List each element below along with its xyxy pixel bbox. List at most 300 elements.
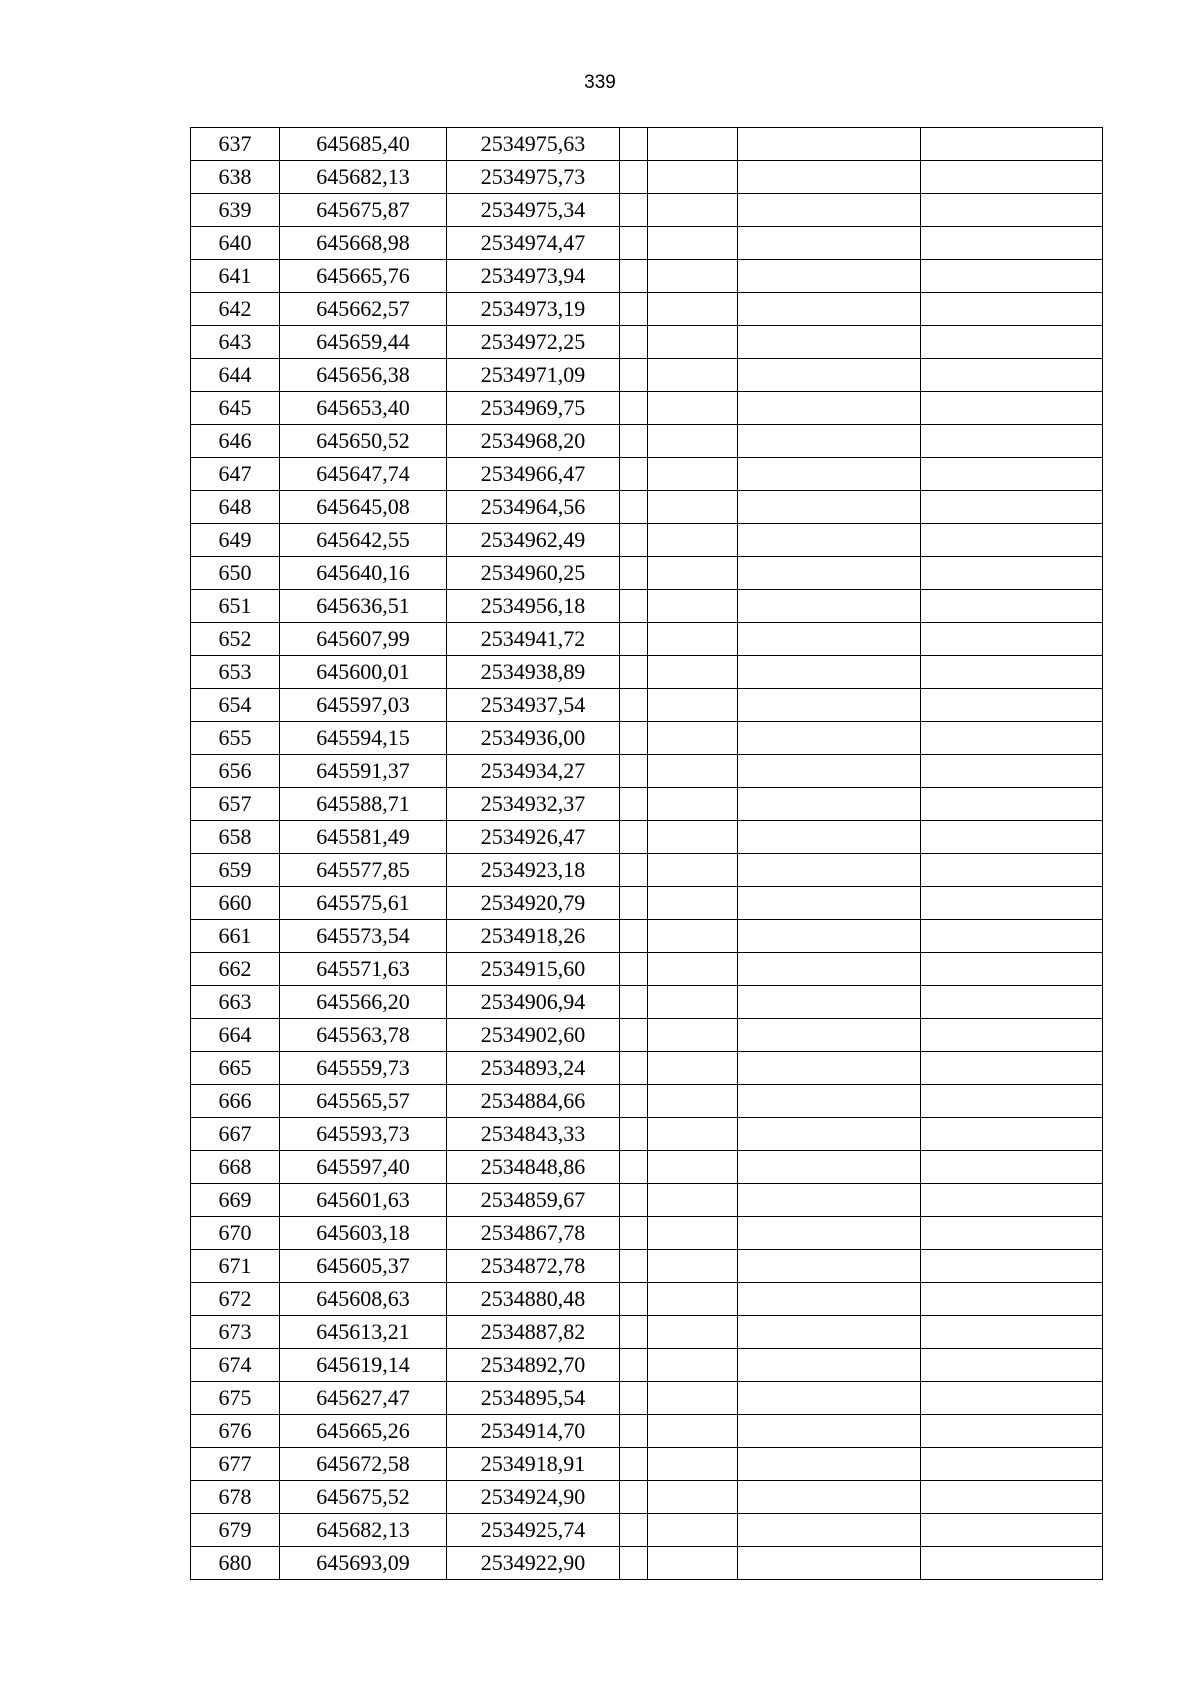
empty-cell [738,656,921,689]
x-coordinate-cell: 645601,63 [280,1184,447,1217]
empty-cell [738,293,921,326]
table-row [191,920,1103,953]
empty-cell [620,1316,648,1349]
point-number-cell: 646 [191,425,280,458]
point-number-cell: 649 [191,524,280,557]
empty-cell [620,1415,648,1448]
table-row [191,260,1103,293]
empty-cell [620,128,648,161]
empty-cell [648,557,738,590]
empty-cell [921,194,1103,227]
empty-cell [648,1151,738,1184]
point-number-cell: 650 [191,557,280,590]
empty-cell [921,1415,1103,1448]
point-number-cell: 670 [191,1217,280,1250]
y-coordinate-cell: 2534918,26 [447,920,620,953]
point-number-cell: 668 [191,1151,280,1184]
y-coordinate-cell: 2534962,49 [447,524,620,557]
y-coordinate-cell: 2534974,47 [447,227,620,260]
point-number-cell: 653 [191,656,280,689]
point-number-cell: 665 [191,1052,280,1085]
empty-cell [738,1118,921,1151]
empty-cell [921,920,1103,953]
table-row [191,1085,1103,1118]
empty-cell [921,1085,1103,1118]
y-coordinate-cell: 2534884,66 [447,1085,620,1118]
empty-cell [738,1184,921,1217]
point-number-cell: 677 [191,1448,280,1481]
empty-cell [921,689,1103,722]
empty-cell [620,590,648,623]
x-coordinate-cell: 645675,52 [280,1481,447,1514]
empty-cell [620,755,648,788]
point-number-cell: 675 [191,1382,280,1415]
empty-cell [738,392,921,425]
empty-cell [648,1085,738,1118]
table-row [191,689,1103,722]
empty-cell [738,821,921,854]
y-coordinate-cell: 2534915,60 [447,953,620,986]
empty-cell [738,359,921,392]
empty-cell [648,1547,738,1580]
y-coordinate-cell: 2534848,86 [447,1151,620,1184]
y-coordinate-cell: 2534972,25 [447,326,620,359]
empty-cell [620,788,648,821]
empty-cell [620,194,648,227]
empty-cell [921,1151,1103,1184]
point-number-cell: 658 [191,821,280,854]
empty-cell [648,1514,738,1547]
empty-cell [738,161,921,194]
empty-cell [738,590,921,623]
x-coordinate-cell: 645650,52 [280,425,447,458]
empty-cell [738,425,921,458]
table-row [191,524,1103,557]
empty-cell [620,1514,648,1547]
point-number-cell: 680 [191,1547,280,1580]
empty-cell [738,260,921,293]
empty-cell [921,590,1103,623]
empty-cell [921,458,1103,491]
page-number: 339 [584,72,616,93]
empty-cell [921,425,1103,458]
empty-cell [921,1547,1103,1580]
empty-cell [648,1118,738,1151]
x-coordinate-cell: 645575,61 [280,887,447,920]
table-row [191,227,1103,260]
empty-cell [921,953,1103,986]
empty-cell [620,458,648,491]
empty-cell [921,1118,1103,1151]
table-row [191,1151,1103,1184]
empty-cell [921,1019,1103,1052]
empty-cell [620,722,648,755]
empty-cell [921,722,1103,755]
x-coordinate-cell: 645563,78 [280,1019,447,1052]
empty-cell [738,1019,921,1052]
point-number-cell: 666 [191,1085,280,1118]
x-coordinate-cell: 645642,55 [280,524,447,557]
empty-cell [648,986,738,1019]
empty-cell [921,623,1103,656]
empty-cell [738,920,921,953]
y-coordinate-cell: 2534938,89 [447,656,620,689]
y-coordinate-cell: 2534902,60 [447,1019,620,1052]
empty-cell [648,821,738,854]
empty-cell [648,425,738,458]
x-coordinate-cell: 645591,37 [280,755,447,788]
empty-cell [648,392,738,425]
table-row [191,326,1103,359]
empty-cell [921,1514,1103,1547]
empty-cell [648,953,738,986]
y-coordinate-cell: 2534895,54 [447,1382,620,1415]
table-row [191,887,1103,920]
empty-cell [921,293,1103,326]
x-coordinate-cell: 645662,57 [280,293,447,326]
empty-cell [921,557,1103,590]
empty-cell [648,722,738,755]
empty-cell [738,524,921,557]
table-row [191,557,1103,590]
empty-cell [648,656,738,689]
point-number-cell: 657 [191,788,280,821]
x-coordinate-cell: 645566,20 [280,986,447,1019]
empty-cell [648,623,738,656]
table-row [191,656,1103,689]
table-row [191,1184,1103,1217]
y-coordinate-cell: 2534973,19 [447,293,620,326]
y-coordinate-cell: 2534887,82 [447,1316,620,1349]
empty-cell [921,1316,1103,1349]
empty-cell [921,524,1103,557]
empty-cell [738,1481,921,1514]
x-coordinate-cell: 645594,15 [280,722,447,755]
empty-cell [620,1547,648,1580]
empty-cell [648,590,738,623]
table-row [191,425,1103,458]
empty-cell [620,1151,648,1184]
y-coordinate-cell: 2534973,94 [447,260,620,293]
empty-cell [620,656,648,689]
empty-cell [620,1118,648,1151]
empty-cell [620,1052,648,1085]
x-coordinate-cell: 645559,73 [280,1052,447,1085]
table-row [191,359,1103,392]
table-row [191,1382,1103,1415]
table-row [191,1514,1103,1547]
empty-cell [921,392,1103,425]
empty-cell [921,359,1103,392]
table-row [191,722,1103,755]
empty-cell [620,326,648,359]
empty-cell [620,1283,648,1316]
empty-cell [921,986,1103,1019]
point-number-cell: 637 [191,128,280,161]
empty-cell [620,1250,648,1283]
empty-cell [738,953,921,986]
empty-cell [620,1217,648,1250]
empty-cell [648,1052,738,1085]
point-number-cell: 654 [191,689,280,722]
point-number-cell: 662 [191,953,280,986]
table-row [191,854,1103,887]
empty-cell [921,854,1103,887]
point-number-cell: 659 [191,854,280,887]
y-coordinate-cell: 2534924,90 [447,1481,620,1514]
empty-cell [648,524,738,557]
empty-cell [648,1448,738,1481]
x-coordinate-cell: 645597,03 [280,689,447,722]
empty-cell [648,755,738,788]
empty-cell [620,359,648,392]
empty-cell [648,1019,738,1052]
empty-cell [738,1316,921,1349]
point-number-cell: 661 [191,920,280,953]
empty-cell [738,887,921,920]
empty-cell [648,1481,738,1514]
empty-cell [620,854,648,887]
y-coordinate-cell: 2534934,27 [447,755,620,788]
empty-cell [921,227,1103,260]
point-number-cell: 664 [191,1019,280,1052]
empty-cell [620,392,648,425]
point-number-cell: 644 [191,359,280,392]
empty-cell [620,161,648,194]
empty-cell [738,491,921,524]
y-coordinate-cell: 2534968,20 [447,425,620,458]
x-coordinate-cell: 645682,13 [280,1514,447,1547]
y-coordinate-cell: 2534975,63 [447,128,620,161]
x-coordinate-cell: 645593,73 [280,1118,447,1151]
empty-cell [738,1283,921,1316]
empty-cell [921,887,1103,920]
y-coordinate-cell: 2534922,90 [447,1547,620,1580]
empty-cell [738,1217,921,1250]
empty-cell [620,491,648,524]
table-row [191,1448,1103,1481]
empty-cell [620,1085,648,1118]
y-coordinate-cell: 2534914,70 [447,1415,620,1448]
empty-cell [738,788,921,821]
x-coordinate-cell: 645597,40 [280,1151,447,1184]
empty-cell [620,1184,648,1217]
empty-cell [921,1481,1103,1514]
empty-cell [648,458,738,491]
y-coordinate-cell: 2534906,94 [447,986,620,1019]
empty-cell [648,887,738,920]
empty-cell [738,755,921,788]
empty-cell [921,260,1103,293]
table-row [191,161,1103,194]
table-row [191,1349,1103,1382]
point-number-cell: 663 [191,986,280,1019]
y-coordinate-cell: 2534880,48 [447,1283,620,1316]
empty-cell [738,326,921,359]
empty-cell [921,1448,1103,1481]
table-row [191,986,1103,1019]
point-number-cell: 643 [191,326,280,359]
y-coordinate-cell: 2534892,70 [447,1349,620,1382]
y-coordinate-cell: 2534918,91 [447,1448,620,1481]
x-coordinate-cell: 645672,58 [280,1448,447,1481]
x-coordinate-cell: 645608,63 [280,1283,447,1316]
empty-cell [648,1415,738,1448]
empty-cell [738,1250,921,1283]
empty-cell [921,161,1103,194]
empty-cell [921,128,1103,161]
table-row [191,788,1103,821]
empty-cell [620,1382,648,1415]
empty-cell [738,1151,921,1184]
point-number-cell: 673 [191,1316,280,1349]
empty-cell [738,1382,921,1415]
empty-cell [620,1349,648,1382]
x-coordinate-cell: 645581,49 [280,821,447,854]
table-row [191,590,1103,623]
empty-cell [738,1349,921,1382]
x-coordinate-cell: 645647,74 [280,458,447,491]
empty-cell [620,557,648,590]
table-row [191,1415,1103,1448]
x-coordinate-cell: 645693,09 [280,1547,447,1580]
empty-cell [648,161,738,194]
empty-cell [738,854,921,887]
empty-cell [620,260,648,293]
table-row [191,392,1103,425]
empty-cell [921,1283,1103,1316]
x-coordinate-cell: 645665,26 [280,1415,447,1448]
x-coordinate-cell: 645645,08 [280,491,447,524]
empty-cell [648,1349,738,1382]
y-coordinate-cell: 2534975,34 [447,194,620,227]
empty-cell [921,326,1103,359]
empty-cell [921,788,1103,821]
empty-cell [738,557,921,590]
point-number-cell: 651 [191,590,280,623]
empty-cell [648,293,738,326]
y-coordinate-cell: 2534932,37 [447,788,620,821]
empty-cell [648,788,738,821]
y-coordinate-cell: 2534923,18 [447,854,620,887]
empty-cell [921,1052,1103,1085]
y-coordinate-cell: 2534941,72 [447,623,620,656]
empty-cell [620,821,648,854]
empty-cell [648,1283,738,1316]
x-coordinate-cell: 645627,47 [280,1382,447,1415]
empty-cell [620,887,648,920]
y-coordinate-cell: 2534964,56 [447,491,620,524]
x-coordinate-cell: 645588,71 [280,788,447,821]
empty-cell [620,293,648,326]
empty-cell [620,1448,648,1481]
empty-cell [738,1448,921,1481]
empty-cell [921,1184,1103,1217]
empty-cell [738,227,921,260]
table-row [191,128,1103,161]
empty-cell [620,1019,648,1052]
empty-cell [620,623,648,656]
point-number-cell: 642 [191,293,280,326]
point-number-cell: 639 [191,194,280,227]
point-number-cell: 660 [191,887,280,920]
empty-cell [921,755,1103,788]
table-row [191,194,1103,227]
empty-cell [738,1085,921,1118]
point-number-cell: 656 [191,755,280,788]
empty-cell [921,491,1103,524]
empty-cell [921,1349,1103,1382]
x-coordinate-cell: 645603,18 [280,1217,447,1250]
empty-cell [738,722,921,755]
point-number-cell: 641 [191,260,280,293]
empty-cell [648,227,738,260]
x-coordinate-cell: 645619,14 [280,1349,447,1382]
point-number-cell: 648 [191,491,280,524]
empty-cell [620,920,648,953]
point-number-cell: 669 [191,1184,280,1217]
table-body [191,128,1103,1580]
empty-cell [738,1547,921,1580]
empty-cell [738,194,921,227]
table-row [191,953,1103,986]
table-row [191,458,1103,491]
table-row [191,293,1103,326]
empty-cell [738,458,921,491]
empty-cell [648,1217,738,1250]
x-coordinate-cell: 645665,76 [280,260,447,293]
x-coordinate-cell: 645573,54 [280,920,447,953]
y-coordinate-cell: 2534960,25 [447,557,620,590]
x-coordinate-cell: 645685,40 [280,128,447,161]
x-coordinate-cell: 645668,98 [280,227,447,260]
empty-cell [921,1250,1103,1283]
point-number-cell: 672 [191,1283,280,1316]
table-row [191,1481,1103,1514]
x-coordinate-cell: 645605,37 [280,1250,447,1283]
empty-cell [648,491,738,524]
y-coordinate-cell: 2534843,33 [447,1118,620,1151]
y-coordinate-cell: 2534926,47 [447,821,620,854]
x-coordinate-cell: 645577,85 [280,854,447,887]
empty-cell [648,260,738,293]
table-row [191,491,1103,524]
table-row [191,1052,1103,1085]
x-coordinate-cell: 645571,63 [280,953,447,986]
y-coordinate-cell: 2534925,74 [447,1514,620,1547]
y-coordinate-cell: 2534872,78 [447,1250,620,1283]
empty-cell [648,128,738,161]
table-row [191,1250,1103,1283]
table-row [191,755,1103,788]
x-coordinate-cell: 645607,99 [280,623,447,656]
point-number-cell: 638 [191,161,280,194]
y-coordinate-cell: 2534893,24 [447,1052,620,1085]
y-coordinate-cell: 2534859,67 [447,1184,620,1217]
y-coordinate-cell: 2534969,75 [447,392,620,425]
x-coordinate-cell: 645653,40 [280,392,447,425]
empty-cell [921,821,1103,854]
empty-cell [738,1052,921,1085]
empty-cell [648,1250,738,1283]
empty-cell [648,326,738,359]
point-number-cell: 640 [191,227,280,260]
coordinates-table [190,127,1103,1580]
empty-cell [648,854,738,887]
empty-cell [921,1382,1103,1415]
point-number-cell: 667 [191,1118,280,1151]
y-coordinate-cell: 2534975,73 [447,161,620,194]
